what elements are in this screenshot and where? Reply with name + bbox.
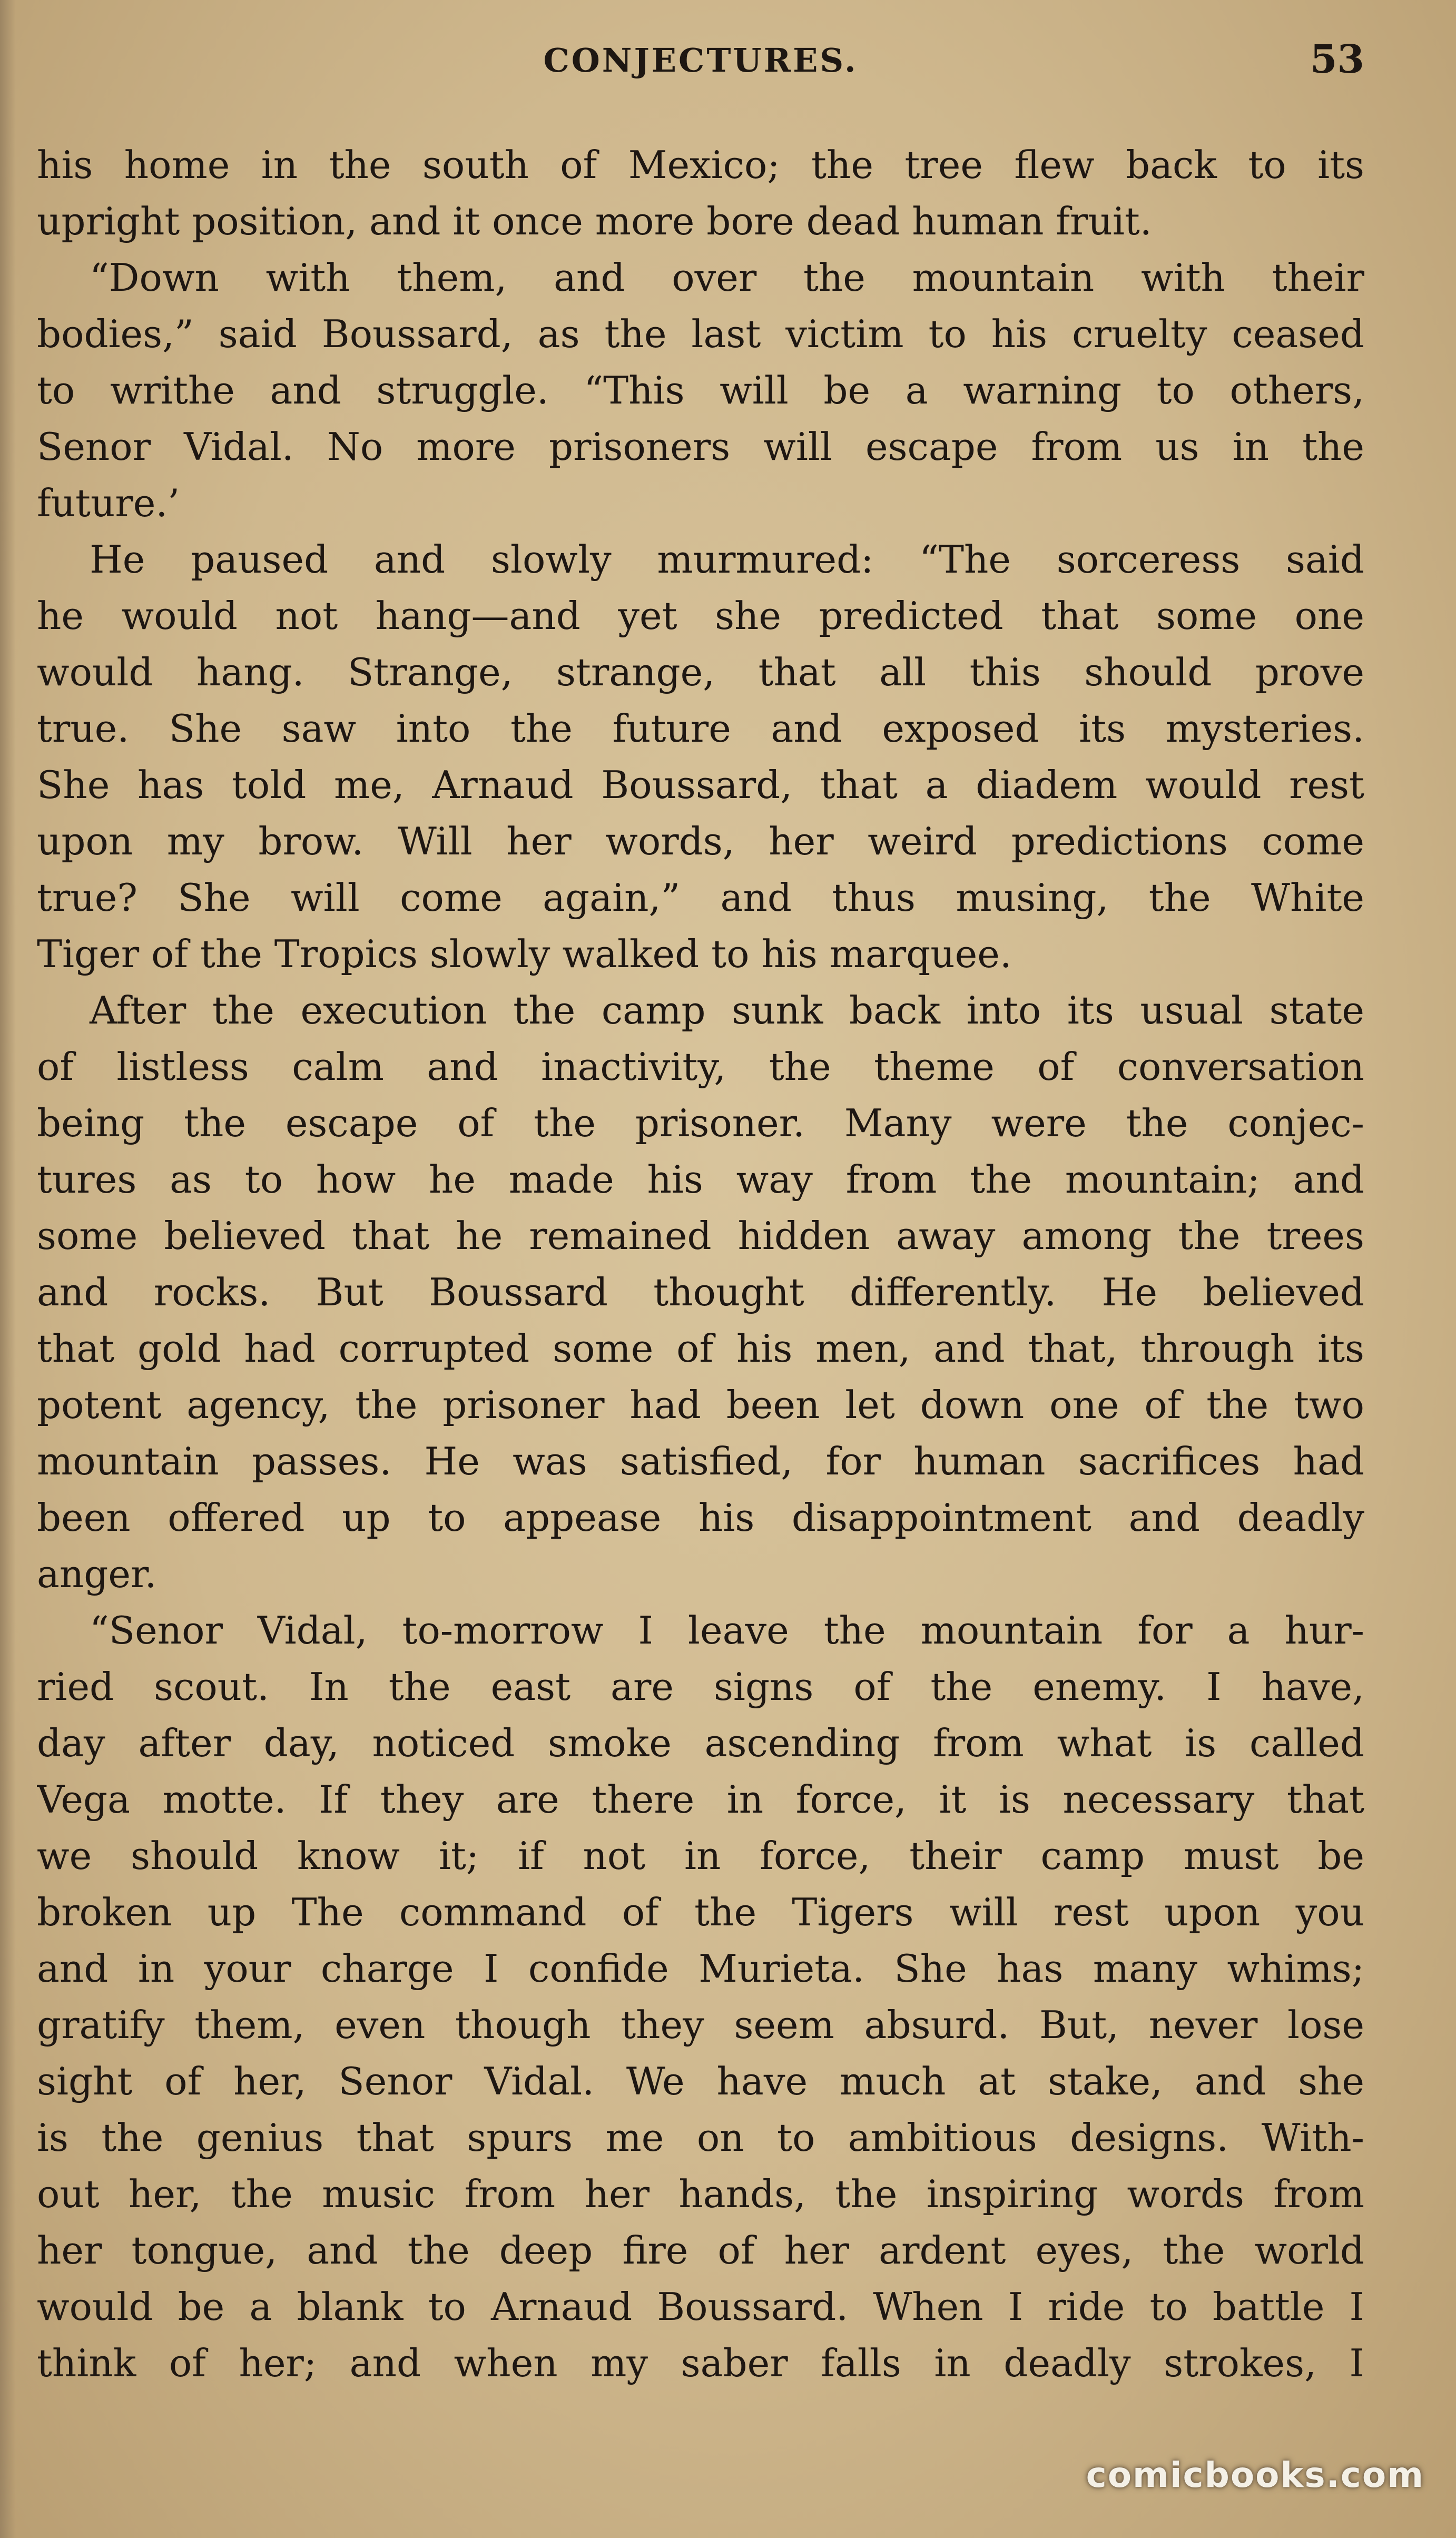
text-line: true. She saw into the future and exposed its mysteries. [37,706,1364,751]
text-line: he would not hang—and yet she predicted that some one [37,594,1364,638]
text-line: we should know it; if not in force, their camp must be [37,1834,1364,1878]
text-line: to writhe and struggle. “This will be a warning to others, [37,368,1364,412]
site-watermark: comicbooks.com [1086,2455,1424,2495]
text-line: out her, the music from her hands, the inspiring words from [37,2172,1364,2216]
text-line: would be a blank to Arnaud Boussard. When I ride to battle I [37,2285,1364,2329]
text-line: He paused and slowly murmured: “The sorceress said [90,537,1364,582]
text-line: broken up The command of the Tigers will rest upon you [37,1890,1364,1934]
text-line: She has told me, Arnaud Boussard, that a diadem would rest [37,763,1364,807]
text-line: and in your charge I confide Murieta. She has many whims; [37,1946,1364,1991]
text-line: tures as to how he made his way from the mountain; and [37,1157,1364,1202]
text-line: day after day, noticed smoke ascending from what is called [37,1721,1364,1765]
text-line: true? She will come again,” and thus musing, the White [37,875,1364,920]
text-line: mountain passes. He was satisfied, for human sacrifices had [37,1439,1364,1483]
text-line: “Down with them, and over the mountain with their [90,255,1364,300]
text-line: some believed that he remained hidden away among the trees [37,1214,1364,1258]
text-line: future.’ [37,481,180,525]
text-line: bodies,” said Boussard, as the last victim to his cruelty ceased [37,312,1364,356]
page-number: 53 [1310,37,1364,82]
text-line: After the execution the camp sunk back into its usual state [90,988,1364,1032]
text-line: gratify them, even though they seem absurd. But, never lose [37,2003,1364,2047]
text-line: her tongue, and the deep fire of her ardent eyes, the world [37,2228,1364,2273]
text-line: would hang. Strange, strange, that all this should prove [37,650,1364,694]
text-line: his home in the south of Mexico; the tree flew back to its [37,143,1364,187]
running-head: CONJECTURES. [543,41,858,80]
text-line: Senor Vidal. No more prisoners will escape from us in the [37,425,1364,469]
text-line: ried scout. In the east are signs of the enemy. I have, [37,1665,1364,1709]
text-line: is the genius that spurs me on to ambitious designs. With- [37,2116,1364,2160]
page-gutter-shadow [0,0,16,2538]
text-line: Tiger of the Tropics slowly walked to his marquee. [37,932,1012,976]
text-line: anger. [37,1552,157,1596]
text-line: of listless calm and inactivity, the theme of conversation [37,1045,1364,1089]
text-line: been offered up to appease his disappointment and deadly [37,1496,1364,1540]
text-line: “Senor Vidal, to-morrow I leave the mountain for a hur- [90,1608,1364,1652]
text-line: think of her; and when my saber falls in deadly strokes, I [37,2341,1364,2385]
text-line: that gold had corrupted some of his men, and that, through its [37,1326,1364,1371]
text-line: being the escape of the prisoner. Many were the conjec- [37,1101,1364,1145]
text-line: Vega motte. If they are there in force, it is necessary that [37,1777,1364,1822]
text-line: upon my brow. Will her words, her weird predictions come [37,819,1364,863]
text-line: and rocks. But Boussard thought differently. He believed [37,1270,1364,1314]
text-line: potent agency, the prisoner had been let down one of the two [37,1383,1364,1427]
page-header [37,37,1364,95]
text-line: sight of her, Senor Vidal. We have much at stake, and she [37,2059,1364,2103]
body-text [37,137,1364,2392]
text-line: upright position, and it once more bore dead human fruit. [37,199,1152,243]
